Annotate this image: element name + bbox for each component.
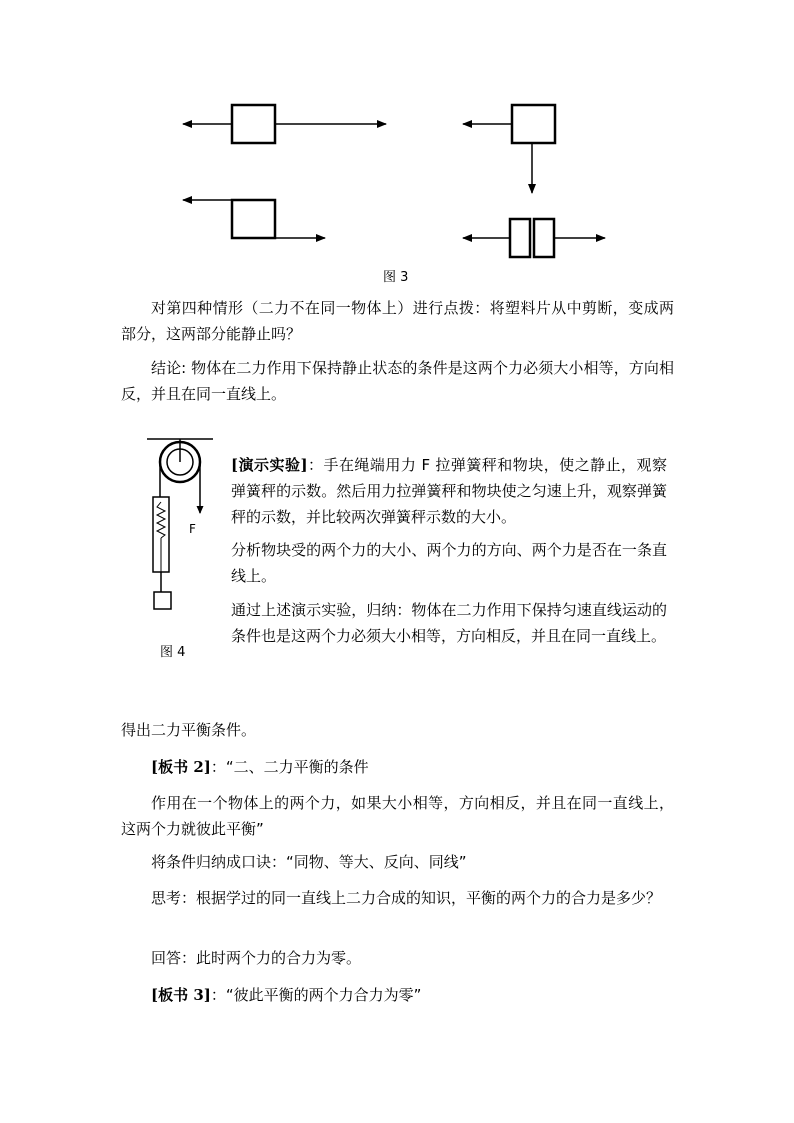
demo-tag: [演示实验] (231, 456, 308, 474)
conclusion-paragraph: 结论: 物体在二力作用下保持静止状态的条件是这两个力必须大小相等，方向相反，并且在同一直线上。 (121, 359, 674, 403)
summary-paragraph: 通过上述演示实验，归纳：物体在二力作用下保持匀速直线运动的条件也是这两个力必须大小相等，方向相反，并且在同一直线上。 (231, 601, 667, 645)
board-2-text: ：“二、二力平衡的条件 (210, 758, 369, 776)
board-3-tag: [板书 3] (151, 986, 211, 1004)
demo-paragraph (231, 452, 667, 530)
think-paragraph: 思考：根据学过的同一直线上二力合成的知识，平衡的两个力的合力是多少？ (151, 889, 662, 907)
board-2-tag: [板书 2] (151, 758, 211, 776)
board-3-text: ：“彼此平衡的两个力合力为零” (210, 986, 422, 1004)
figure-4-force-label: F (189, 522, 196, 536)
hint-paragraph: 对第四种情形（二力不在同一物体上）进行点拨：将塑料片从中剪断，变成两部分，这两部分能静止吗？ (121, 299, 674, 343)
board-2-paragraph (121, 754, 674, 780)
analysis-paragraph: 分析物块受的两个力的大小、两个力的方向、两个力是否在一条直线上。 (231, 541, 667, 585)
figure-3-caption: 图 3 (383, 270, 409, 285)
figure-4-caption: 图 4 (160, 645, 186, 660)
board-3-paragraph (121, 982, 674, 1008)
mnemonic-paragraph: 将条件归纳成口诀：“同物、等大、反向、同线” (151, 853, 467, 871)
demo-text: ：手在绳端用力 F 拉弹簧秤和物块，使之静止，观察弹簧秤的示数。然后用力拉弹簧秤和物块使之匀速上升，观察弹簧秤的示数，并比较两次弹簧秤示数的大小。 (231, 456, 667, 526)
answer-paragraph: 回答：此时两个力的合力为零。 (151, 949, 362, 967)
definition-paragraph: 作用在一个物体上的两个力，如果大小相等，方向相反，并且在同一直线上，这两个力就彼此平衡” (121, 794, 674, 838)
derive-paragraph: 得出二力平衡条件。 (121, 721, 257, 739)
